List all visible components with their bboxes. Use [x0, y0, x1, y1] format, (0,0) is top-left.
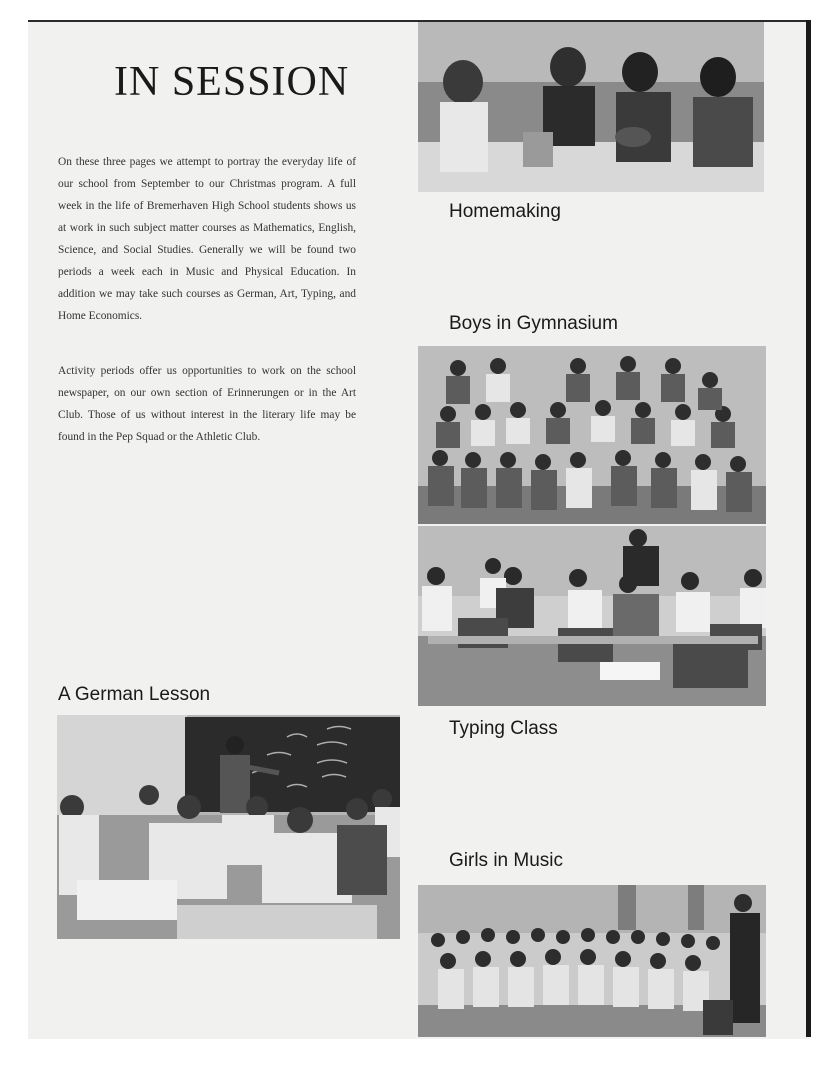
caption-typing: Typing Class [449, 718, 558, 739]
intro-paragraph-2: Activity periods offer us opportunities to work on the school newspaper, on our own section of Erinnerungen or in the Art Club. Those of us without interest in the literary life may be found in the Pep Squad or the Athletic Club. [58, 365, 356, 443]
caption-music: Girls in Music [449, 850, 564, 871]
german-lesson-photo [57, 715, 400, 939]
typing-photo [418, 526, 766, 706]
caption-homemaking: Homemaking [449, 201, 561, 222]
caption-german: A German Lesson [58, 684, 211, 705]
gymnasium-photo [418, 346, 766, 524]
music-photo [418, 885, 766, 1037]
page-title: IN SESSION [114, 59, 350, 105]
page-edge-rule [806, 20, 811, 1037]
homemaking-photo [418, 22, 764, 192]
intro-paragraph-1: On these three pages we attempt to portray the everyday life of our school from September to our Christmas program. A full week in the life of Bremerhaven High School students shows us at work in such subject matter courses as Mathematics, English, Science, and Social Studies. Generally we will be found two periods a week each in Music and Physical Education. In addition we may take such courses as German, Art, Typing, and Home Economics. [58, 156, 356, 322]
caption-gymnasium: Boys in Gymnasium [449, 313, 618, 334]
